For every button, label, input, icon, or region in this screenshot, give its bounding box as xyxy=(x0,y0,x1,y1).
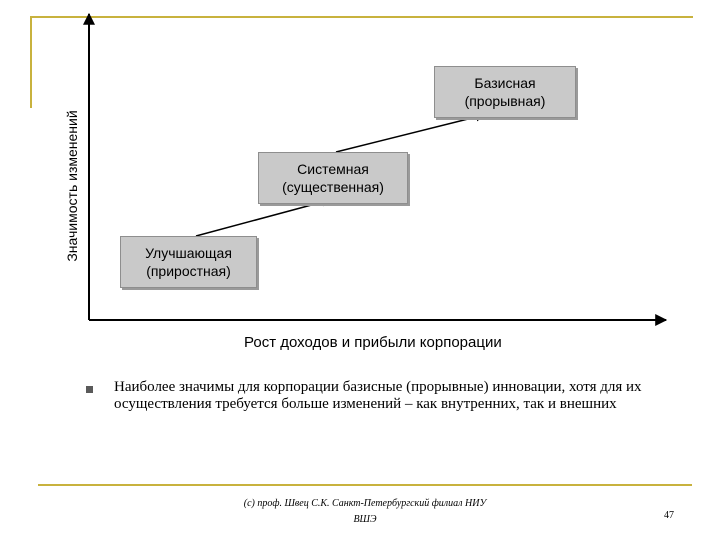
footer-divider xyxy=(38,484,692,486)
arrow-systemic-to-basic xyxy=(336,115,484,152)
square-bullet-icon xyxy=(86,386,93,393)
box-basic: Базисная (прорывная) xyxy=(434,66,576,118)
box-improving: Улучшающая (приростная) xyxy=(120,236,257,288)
y-axis-label: Значимость изменений xyxy=(64,110,80,262)
footer-copyright: (с) проф. Швец С.К. Санкт-Петербургский филиал НИУ ВШЭ xyxy=(243,498,487,525)
box-systemic: Системная (существенная) xyxy=(258,152,408,204)
bullet-text: Наиболее значимы для корпорации базисные (прорывные) инновации, хотя для их осуществления требуется больше изменений – как внутренних, так и внешних xyxy=(114,379,642,412)
x-axis-label: Рост доходов и прибыли корпорации xyxy=(244,334,502,351)
page-number: 47 xyxy=(664,510,674,521)
arrow-improving-to-systemic xyxy=(196,200,330,236)
